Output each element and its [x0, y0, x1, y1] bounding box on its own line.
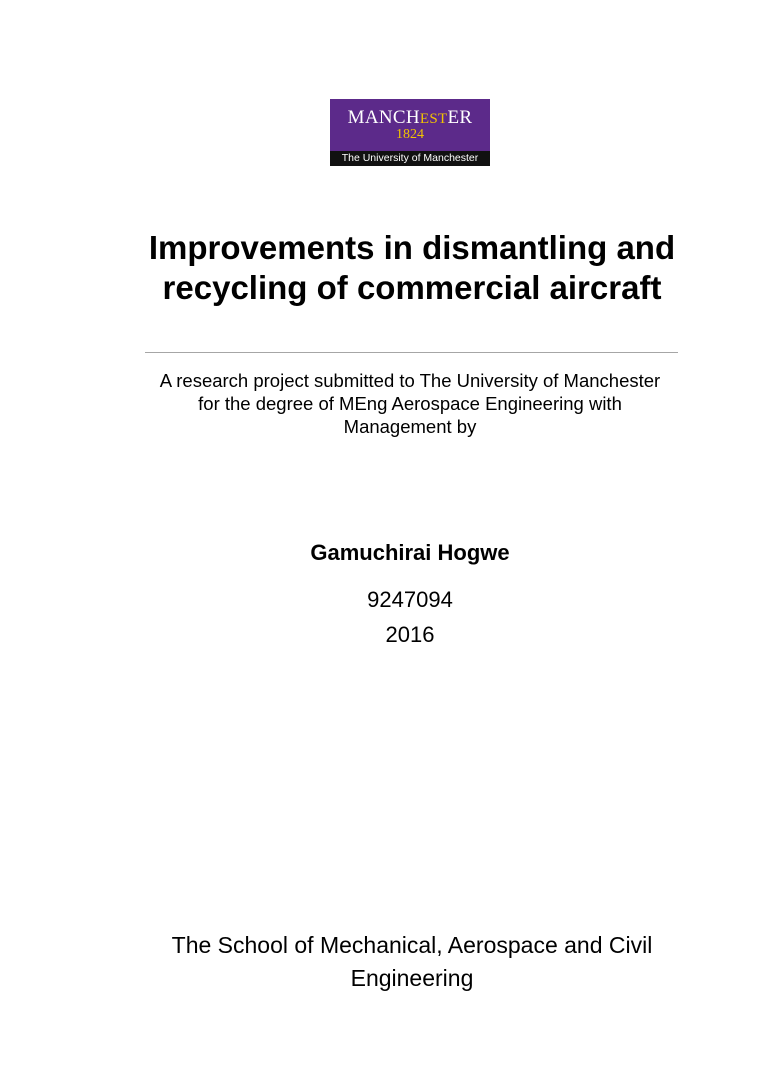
- submission-statement: A research project submitted to The University of Manchester for the degree of MEng Aerospace Engineering with Management by: [159, 370, 661, 437]
- title-divider: [145, 352, 678, 353]
- logo-wordmark-part2: EST: [419, 111, 448, 127]
- author-name: Gamuchirai Hogwe: [310, 540, 510, 565]
- submission-year: 2016: [385, 622, 435, 647]
- university-logo: [330, 99, 490, 166]
- logo-wordmark-part3: ER: [447, 107, 473, 128]
- school-name: The School of Mechanical, Aerospace and Civil Engineering: [171, 932, 653, 991]
- logo-subtitle: The University of Manchester: [341, 152, 479, 164]
- student-id: 9247094: [367, 587, 453, 612]
- logo-wordmark-part1: MANCH: [347, 107, 420, 128]
- document-title: Improvements in dismantling and recycling of commercial aircraft: [148, 229, 676, 306]
- logo-year: 1824: [396, 127, 424, 142]
